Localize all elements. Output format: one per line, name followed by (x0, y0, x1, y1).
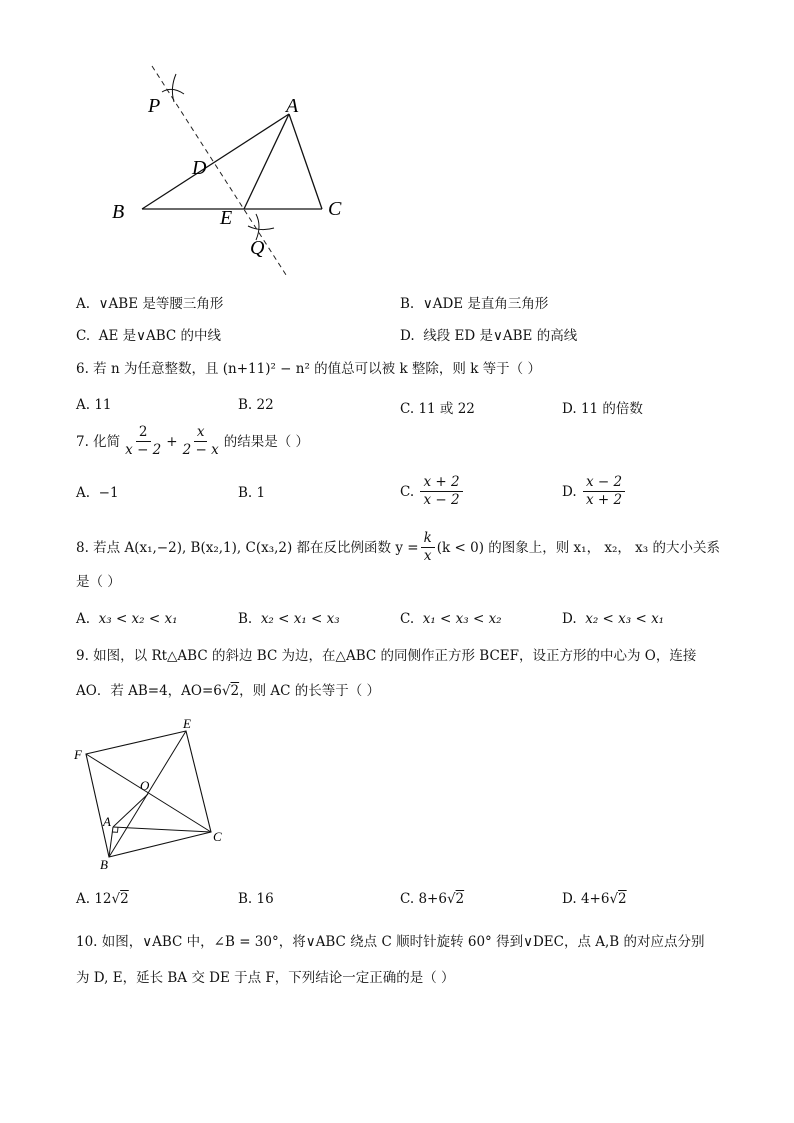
q9-stem-line2: AO．若 AB=4，AO=6√2，则 AC 的长等于（ ） (76, 683, 381, 699)
q5-figure (100, 60, 360, 280)
q5-option-c[interactable]: C. AE 是∨ABC 的中线 (76, 328, 222, 344)
q7-fraction-1: $\frac{2}{x - 2}$ (125, 424, 162, 458)
q6-option-c[interactable]: C. 11 或 22 (400, 401, 475, 417)
perpendicular-bisector-line (152, 66, 288, 278)
arc-q-1 (248, 226, 274, 230)
q9-option-c[interactable]: C. 8+6√2 (400, 891, 465, 907)
label-c: C (328, 198, 342, 220)
q9-option-d[interactable]: D. 4+6√2 (562, 891, 627, 907)
label-c: C (213, 829, 222, 844)
q8-fraction: $\frac{k}{x}$ (421, 530, 435, 565)
q5-option-d[interactable]: D. 线段 ED 是∨ABE 的高线 (400, 328, 578, 344)
q6-option-b[interactable]: B. 22 (238, 397, 274, 413)
q7-option-c[interactable]: C. $\frac{x + 2}{x - 2}$ (400, 474, 465, 509)
label-a: A (286, 95, 299, 117)
q8-option-d[interactable]: D. x₂ < x₃ < x₁ (562, 611, 665, 627)
q9-option-a[interactable]: A. 12√2 (76, 891, 129, 907)
arc-p-2 (172, 74, 176, 102)
q7-option-d[interactable]: D. $\frac{x - 2}{x + 2}$ (562, 474, 627, 509)
q8-option-a[interactable]: A. x₃ < x₂ < x₁ (76, 611, 178, 627)
segment-ac (113, 827, 211, 832)
label-f: F (74, 747, 82, 762)
q7-option-b[interactable]: B. 1 (238, 485, 266, 501)
q10-stem-line1: 10. 如图，∨ABC 中，∠B = 30°，将∨ABC 绕点 C 顺时针旋转 60° 得到∨DEC，点 A,B 的对应点分别 (76, 934, 705, 950)
label-b: B (100, 857, 108, 872)
segment-ac (289, 114, 322, 209)
label-p: P (148, 95, 161, 117)
label-q: Q (250, 237, 265, 259)
arc-p-1 (162, 89, 184, 94)
label-a: A (103, 814, 111, 829)
q5-option-b[interactable]: B. ∨ADE 是直角三角形 (400, 296, 549, 312)
q5-option-a[interactable]: A. ∨ABE 是等腰三角形 (76, 296, 224, 312)
q7-stem: 7. 化简 $\frac{2}{x - 2}$ + $\frac{x}{2 - x}$ 的结果是（ ） (76, 424, 309, 458)
segment-ab (109, 827, 113, 857)
label-e: E (220, 207, 233, 229)
q8-stem-line2: 是（ ） (76, 574, 121, 590)
label-d: D (192, 157, 207, 179)
q8-option-b[interactable]: B. x₂ < x₁ < x₃ (238, 611, 340, 627)
label-e: E (183, 716, 191, 731)
q7-option-a[interactable]: A. −1 (76, 485, 119, 501)
q6-stem: 6. 若 n 为任意整数，且 (n+11)² − n² 的值总可以被 k 整除，则 k 等于（ ） (76, 361, 541, 377)
q8-option-c[interactable]: C. x₁ < x₃ < x₂ (400, 611, 502, 627)
q7-fraction-2: $\frac{x}{2 - x}$ (182, 424, 219, 458)
square-bcef (86, 731, 211, 857)
q9-stem-line1: 9. 如图，以 Rt△ABC 的斜边 BC 为边，在△ABC 的同侧作正方形 BCEF，设正方形的中心为 O，连接 (76, 648, 697, 664)
q6-option-a[interactable]: A. 11 (76, 397, 112, 413)
q8-stem: 8. 若点 A(x₁,−2), B(x₂,1), C(x₃,2) 都在反比例函数 y = $\frac{k}{x}$ (k < 0) 的图象上，则 x₁， x₂， x₃ 的大小关系 (76, 530, 720, 564)
q9-figure (70, 715, 240, 875)
q6-option-d[interactable]: D. 11 的倍数 (562, 401, 643, 417)
label-o: O (140, 778, 150, 793)
q9-option-b[interactable]: B. 16 (238, 891, 274, 907)
label-b: B (112, 201, 125, 223)
q10-stem-line2: 为 D, E，延长 BA 交 DE 于点 F，下列结论一定正确的是（ ） (76, 970, 455, 986)
